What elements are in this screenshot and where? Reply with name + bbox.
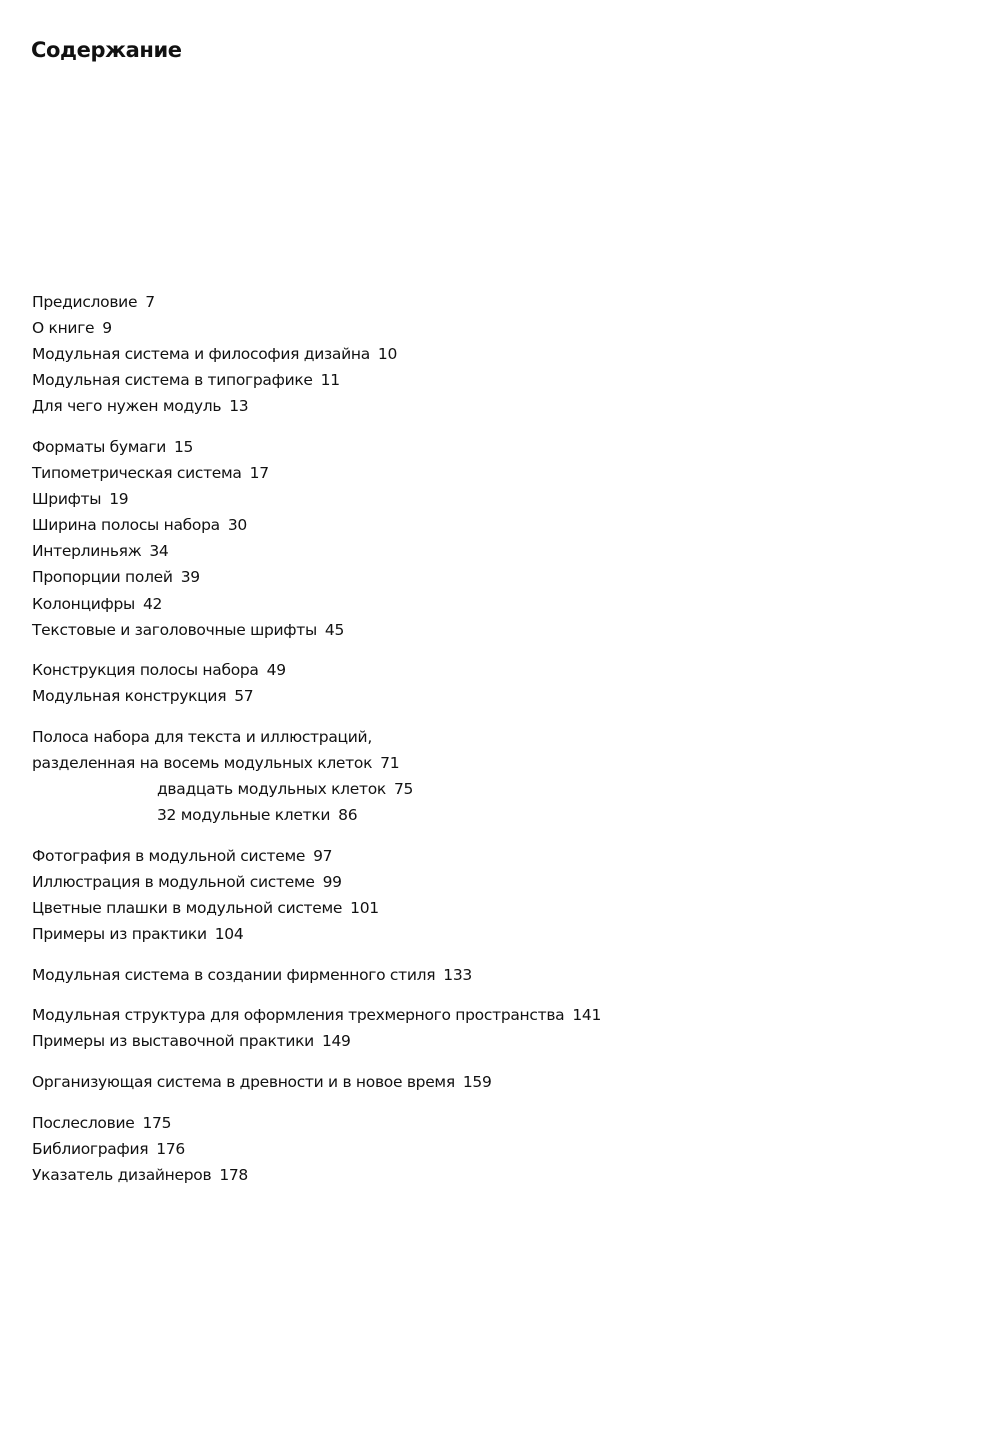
toc-entry[interactable] <box>32 315 972 341</box>
toc-entry-page: 99 <box>322 872 342 891</box>
toc-entry[interactable] <box>32 341 972 367</box>
toc-entry-title: разделенная на восемь модульных клеток <box>32 754 373 772</box>
toc-subentry[interactable] <box>32 802 972 828</box>
toc-entry-title: Цветные плашки в модульной системе <box>32 898 343 917</box>
toc-entry-title: Предисловие <box>32 293 138 311</box>
toc-entry[interactable] <box>32 921 972 947</box>
toc-entry-page: 101 <box>350 898 379 917</box>
toc-entry[interactable] <box>32 657 972 683</box>
toc-entry-title: Модульная система в создании фирменного стиля <box>32 965 436 984</box>
toc-entry-title: двадцать модульных клеток <box>157 780 386 799</box>
toc-entry-title: Примеры из выставочной практики <box>32 1032 314 1051</box>
toc-entry[interactable] <box>32 367 972 393</box>
toc-entry[interactable] <box>32 1162 972 1188</box>
toc-entry[interactable] <box>32 512 972 538</box>
toc-entry[interactable] <box>32 843 972 869</box>
toc-entry-page: 97 <box>313 846 333 865</box>
toc-entry-title: Послесловие <box>32 1113 135 1132</box>
toc-entry-page: 10 <box>377 345 398 364</box>
toc-entry-title: Шрифты <box>32 490 102 509</box>
toc-entry[interactable] <box>32 538 972 564</box>
toc-group <box>32 1110 972 1188</box>
toc-entry-title: Типометрическая система <box>32 464 242 483</box>
toc-entry[interactable] <box>32 617 972 643</box>
toc-entry-page: 149 <box>321 1032 351 1051</box>
toc-entry-page: 75 <box>393 780 414 799</box>
toc-entry-page: 34 <box>149 542 169 561</box>
toc-entry-title: Ширина полосы набора <box>32 516 220 535</box>
toc-entry-page: 104 <box>214 925 244 944</box>
toc-entry[interactable] <box>32 289 972 315</box>
toc-entry-title: Пропорции полей <box>32 568 173 587</box>
toc-entry-page: 159 <box>462 1072 492 1091</box>
toc-entry-title: Конструкция полосы набора <box>32 661 259 680</box>
table-of-contents <box>32 289 972 1202</box>
toc-entry[interactable] <box>32 962 972 988</box>
toc-entry[interactable] <box>32 1136 972 1162</box>
toc-entry-title: Организующая система в древности и в новое время <box>32 1072 455 1091</box>
toc-entry[interactable] <box>32 1028 972 1054</box>
toc-entry[interactable] <box>32 1069 972 1095</box>
toc-entry-page: 175 <box>142 1113 172 1132</box>
toc-entry-page: 49 <box>266 661 286 680</box>
toc-entry[interactable] <box>32 1110 972 1136</box>
toc-group <box>32 724 972 828</box>
toc-entry[interactable] <box>32 683 972 709</box>
toc-entry[interactable] <box>32 591 972 617</box>
toc-subentry[interactable] <box>32 776 972 802</box>
toc-entry-page: 86 <box>338 806 358 825</box>
toc-entry-page: 176 <box>156 1139 185 1158</box>
toc-entry-page: 15 <box>174 437 194 456</box>
toc-entry-title: Для чего нужен модуль <box>32 397 222 416</box>
toc-entry-page: 45 <box>324 620 345 639</box>
toc-entry-page: 13 <box>229 397 249 416</box>
toc-entry-page: 42 <box>142 594 163 613</box>
toc-entry-page: 9 <box>102 319 112 338</box>
toc-entry-title: Модульная система и философия дизайна <box>32 345 370 364</box>
toc-entry[interactable] <box>32 564 972 590</box>
toc-entry-page: 178 <box>219 1165 248 1184</box>
toc-group <box>32 1002 972 1054</box>
toc-entry[interactable] <box>32 869 972 895</box>
page-title: Содержание <box>31 38 182 62</box>
toc-entry[interactable] <box>32 434 972 460</box>
toc-entry-title: О книге <box>32 319 95 338</box>
toc-entry-title: Форматы бумаги <box>32 437 166 456</box>
toc-group <box>32 657 972 709</box>
toc-entry-page: 141 <box>572 1006 602 1025</box>
toc-entry-page: 39 <box>180 568 200 587</box>
toc-entry-title: Модульная система в типографике <box>32 371 313 390</box>
toc-entry-page: 19 <box>109 490 129 509</box>
toc-entry-page: 57 <box>234 687 254 706</box>
toc-entry-title: Указатель дизайнеров <box>32 1165 212 1184</box>
toc-entry-page: 7 <box>145 293 155 311</box>
toc-entry-title: Иллюстрация в модульной системе <box>32 872 315 891</box>
toc-entry-title: Примеры из практики <box>32 925 207 944</box>
toc-entry[interactable] <box>32 1002 972 1028</box>
toc-entry-title: Модульная структура для оформления трехмерного пространства <box>32 1006 565 1025</box>
toc-entry-page: 17 <box>249 464 269 483</box>
toc-group <box>32 289 972 419</box>
toc-entry-title: Колонцифры <box>32 594 135 613</box>
toc-entry-title: Текстовые и заголовочные шрифты <box>32 620 317 639</box>
toc-group <box>32 843 972 947</box>
toc-entry-page: 133 <box>443 965 472 984</box>
toc-entry[interactable] <box>32 393 972 419</box>
toc-entry-title: Интерлиньяж <box>32 542 142 561</box>
toc-entry[interactable] <box>32 460 972 486</box>
toc-group <box>32 1069 972 1095</box>
toc-entry[interactable] <box>32 486 972 512</box>
toc-entry-page: 30 <box>227 516 247 535</box>
toc-entry[interactable] <box>32 750 972 776</box>
toc-entry-page: 11 <box>320 371 340 390</box>
toc-group <box>32 434 972 643</box>
toc-entry-title: Полоса набора для текста и иллюстраций, <box>32 727 372 746</box>
toc-entry[interactable] <box>32 895 972 921</box>
toc-entry-page: 71 <box>380 754 400 772</box>
toc-group <box>32 962 972 988</box>
toc-entry-title: 32 модульные клетки <box>157 806 331 825</box>
toc-entry <box>32 724 972 750</box>
toc-entry-title: Библиография <box>32 1139 149 1158</box>
toc-entry-title: Модульная конструкция <box>32 687 227 706</box>
toc-entry-title: Фотография в модульной системе <box>32 846 306 865</box>
